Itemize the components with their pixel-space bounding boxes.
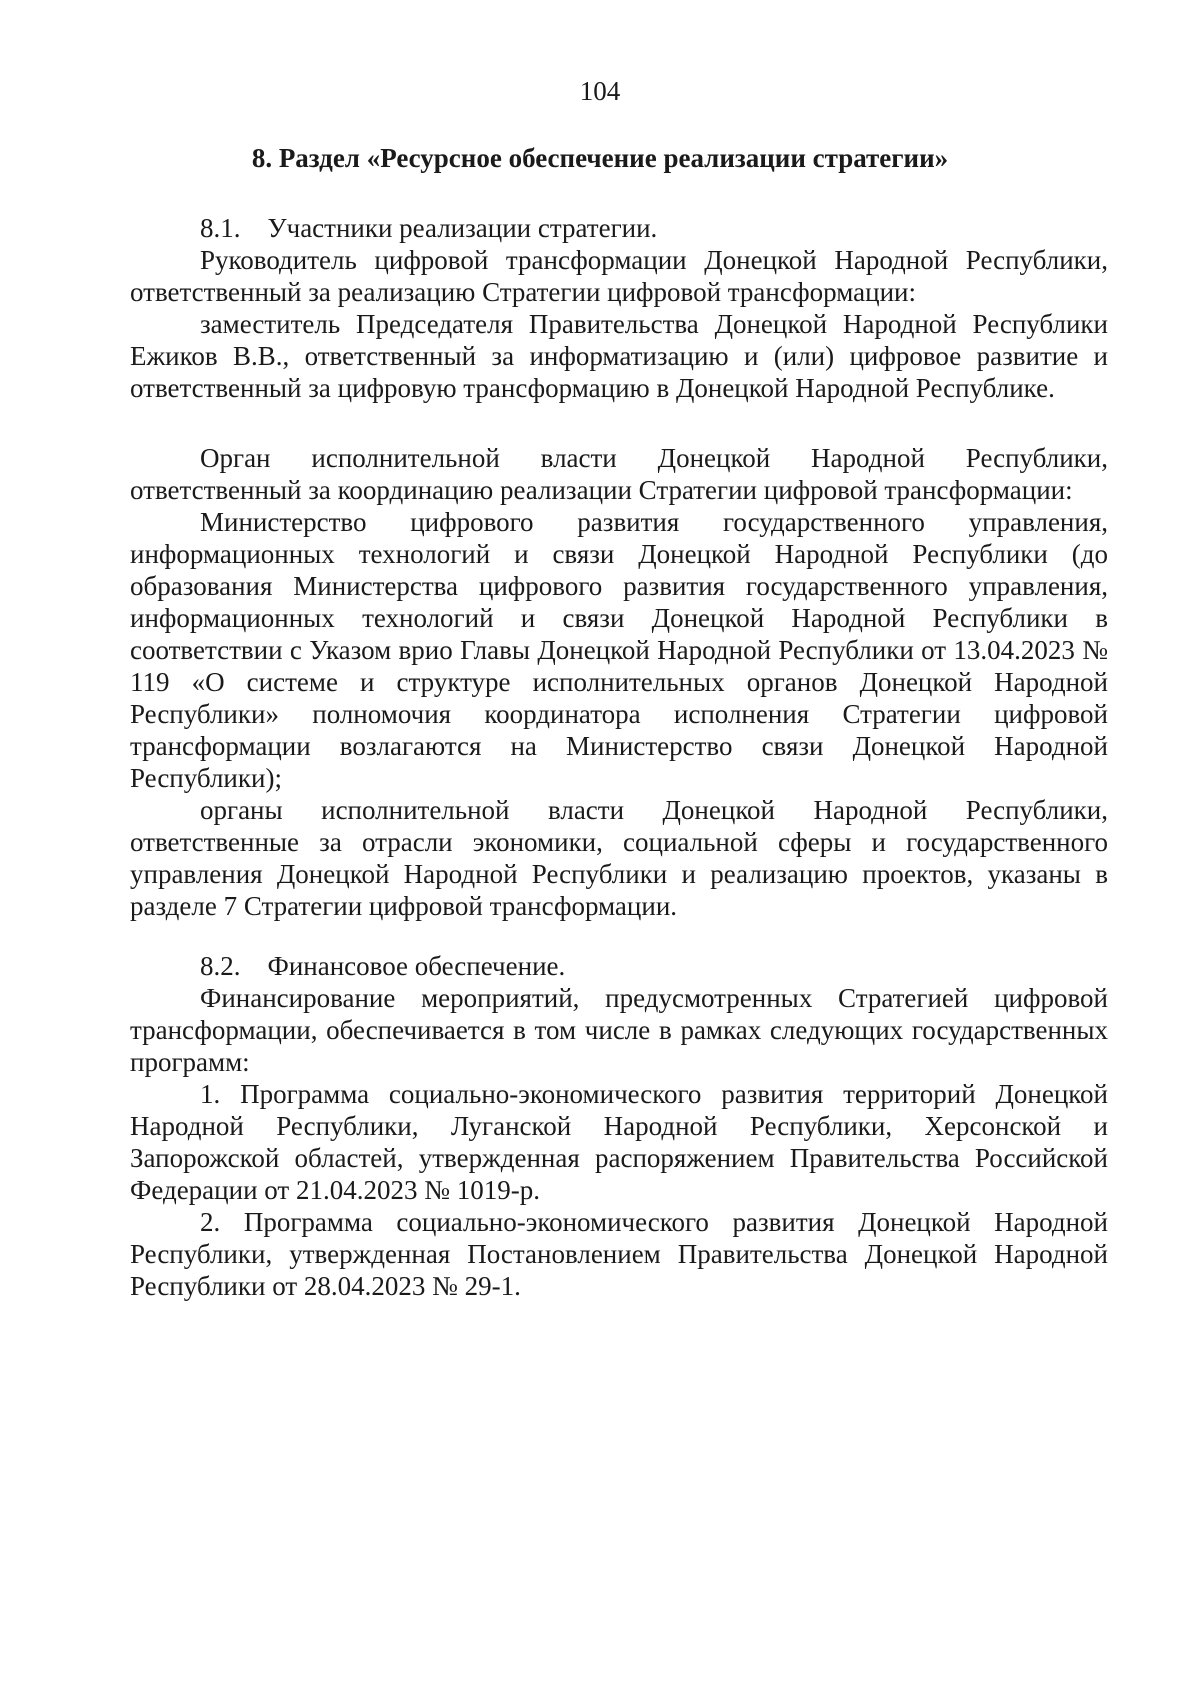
- paragraph-digital-transformation-leader: Руководитель цифровой трансформации Донецкой Народной Республики, ответственный за реализацию Стратегии цифровой трансформации:: [130, 245, 1108, 307]
- paragraph-program-1: 1. Программа социально-экономического развития территорий Донецкой Народной Республики, Луганской Народной Республики, Херсонской и Запорожской областей, утвержденная распоряжением Правительства Российской Федерации от 21.04.2023 № 1019-р.: [130, 1079, 1108, 1205]
- page-number: 104: [579, 76, 621, 106]
- paragraph-deputy-chairman: заместитель Председателя Правительства Донецкой Народной Республики Ежиков В.В., ответственный за информатизацию и (или) цифровое развитие и ответственный за цифровую трансформацию в Донецкой Народной Республике.: [130, 309, 1108, 403]
- paragraph-ministry: Министерство цифрового развития государственного управления, информационных технологий и связи Донецкой Народной Республики (до образования Министерства цифрового развития государственного управления, информационных технологий и связи Донецкой Народной Республики в соответствии с Указом врио Главы Донецкой Народной Республики от 13.04.2023 № 119 «О системе и структуре исполнительных органов Донецкой Народной Республики» полномочия координатора исполнения Стратегии цифровой трансформации возлагаются на Министерство связи Донецкой Народной Республики);: [130, 507, 1108, 793]
- paragraph-gap: [130, 922, 1108, 950]
- paragraph-executive-bodies: органы исполнительной власти Донецкой Народной Республики, ответственные за отрасли экономики, социальной сферы и государственного управления Донецкой Народной Республики и реализацию проектов, указаны в разделе 7 Стратегии цифровой трансформации.: [130, 795, 1108, 921]
- paragraph-executive-authority: Орган исполнительной власти Донецкой Народной Республики, ответственный за координацию реализации Стратегии цифровой трансформации:: [130, 443, 1108, 505]
- subsection-heading-8-1: 8.1. Участники реализации стратегии.: [200, 213, 658, 243]
- paragraph-gap: [130, 404, 1108, 442]
- document-body: [130, 212, 1108, 1302]
- subsection-heading-8-2: 8.2. Финансовое обеспечение.: [200, 951, 566, 981]
- section-title: 8. Раздел «Ресурсное обеспечение реализации стратегии»: [251, 143, 949, 173]
- paragraph-financing: Финансирование мероприятий, предусмотренных Стратегией цифровой трансформации, обеспечивается в том числе в рамках следующих государственных программ:: [130, 983, 1108, 1077]
- paragraph-program-2: 2. Программа социально-экономического развития Донецкой Народной Республики, утвержденная Постановлением Правительства Донецкой Народной Республики от 28.04.2023 № 29-1.: [130, 1207, 1108, 1301]
